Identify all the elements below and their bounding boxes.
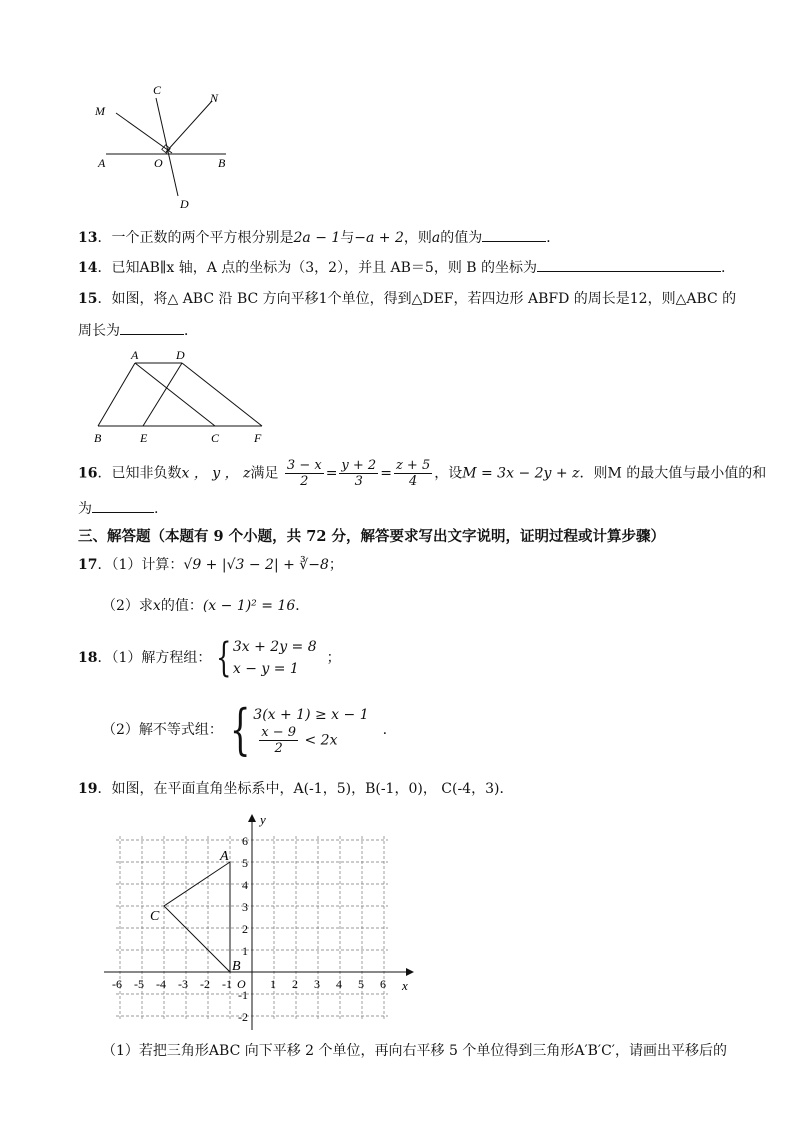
- y-tick-label: 4: [242, 878, 248, 892]
- question-18-part2: [102, 700, 387, 760]
- q15-line1: ．如图，将△ ABC 沿 BC 方向平移1个单位，得到△DEF，若四边形 ABFD 的周长是12，则△ABC 的: [97, 291, 737, 307]
- x-tick-label: 5: [358, 977, 364, 991]
- q18-number: 18: [78, 650, 98, 666]
- q14-number: 14: [78, 260, 98, 276]
- x-tick-label: 4: [336, 977, 342, 991]
- q18-brace-2: {: [229, 698, 251, 761]
- q18-ineq-system: 3(x + 1) ≥ x − 1 $\frac{x - 9}{2}$ < 2x: [253, 706, 369, 756]
- x-tick-label: 6: [380, 977, 386, 991]
- q17-p1-end: ；: [328, 557, 343, 573]
- y-tick-label: -1: [238, 988, 248, 1002]
- q16-set: ，设: [434, 465, 463, 482]
- q18-system: 3x + 2y = 8 x − y = 1: [232, 639, 317, 677]
- q17-p2-label: （2）求: [102, 598, 153, 614]
- label-D: D: [180, 197, 189, 211]
- y-axis-label: y: [260, 812, 266, 827]
- angle-figure: [92, 84, 242, 214]
- q13-after: ，则: [403, 230, 432, 246]
- q16-number: 16: [78, 465, 98, 482]
- label-C2: C: [211, 431, 220, 445]
- point-C-label: C: [150, 909, 160, 924]
- y-tick-label: 5: [242, 856, 248, 870]
- y-tick-label: 2: [242, 922, 248, 936]
- q17-number: 17: [78, 557, 98, 573]
- q14-tail: .: [721, 260, 726, 276]
- q13-expr2: −a + 2: [354, 230, 404, 246]
- question-18-part1: [78, 636, 341, 680]
- x-tick-label: -6: [112, 977, 122, 991]
- question-15-line2: [78, 320, 198, 341]
- x-tick-label: -1: [222, 977, 232, 991]
- x-tick-label: -4: [156, 977, 166, 991]
- q16-fraction-1: $\frac{3 - x}{2}$: [286, 458, 322, 489]
- q16-line2: 为: [78, 501, 92, 517]
- question-15: [78, 289, 736, 309]
- q19-text: ．如图，在平面直角坐标系中，A(-1，5)，B(-1，0)， C(-4，3)．: [97, 781, 514, 797]
- translation-figure: [90, 346, 270, 446]
- x-tick-label: 3: [314, 977, 320, 991]
- q18-p1-label: ．（1）解方程组：: [97, 650, 212, 666]
- label-C: C: [153, 84, 162, 97]
- q13-answer-blank[interactable]: [482, 227, 546, 242]
- q17-p1-expr: √9 + |√3 − 2| + ∛−8: [183, 557, 329, 573]
- point-A-label: A: [220, 849, 229, 864]
- label-N: N: [210, 91, 219, 105]
- coordinate-grid: [100, 812, 420, 1034]
- q19-p1-text: （1）若把三角形ABC 向下平移 2 个单位，再向右平移 5 个单位得到三角形A′B′C′，请画出平移后的: [102, 1043, 727, 1059]
- question-17-part1: [78, 555, 343, 575]
- q13-mid: 与: [340, 230, 355, 246]
- q13-number: 13: [78, 230, 98, 246]
- label-B2: B: [94, 431, 102, 445]
- point-B-label: B: [232, 959, 241, 974]
- label-F2: F: [254, 431, 262, 445]
- q17-p2-expr: (x − 1)² = 16: [202, 598, 296, 614]
- q15-answer-blank[interactable]: [120, 320, 184, 335]
- q18-p1-end: ；: [326, 650, 341, 666]
- q16-answer-blank[interactable]: [92, 498, 154, 513]
- x-tick-label: -2: [200, 977, 210, 991]
- q13-text: ．一个正数的两个平方根分别是: [97, 230, 294, 246]
- q16-end: ．则M 的最大值与最小值的和: [579, 465, 767, 482]
- label-A: A: [98, 156, 106, 170]
- q14-text: ．已知AB∥x 轴，A 点的坐标为（3，2），并且 AB＝5，则 B 的坐标为: [97, 260, 538, 276]
- q15-tail: ．: [184, 323, 198, 339]
- q17-p2-mid: 的值：: [160, 598, 203, 614]
- q16-fraction-2: $\frac{y + 2}{3}$: [341, 458, 377, 489]
- triangle-abc: [164, 862, 230, 972]
- q15-line2: 周长为: [78, 323, 120, 339]
- q16-vars: x ， y ， z: [181, 465, 251, 482]
- x-tick-label: -3: [178, 977, 188, 991]
- label-M: M: [95, 104, 105, 118]
- y-tick-label: 3: [242, 900, 248, 914]
- q15-number: 15: [78, 291, 98, 307]
- q16-fraction-3: $\frac{z + 5}{4}$: [395, 458, 431, 489]
- q16-pre: ．已知非负数: [97, 465, 182, 482]
- section-3-title: 三、解答题（本题有 9 个小题，共 72 分，解答要求写出文字说明，证明过程或计算步骤）: [78, 528, 665, 545]
- label-O: O: [154, 156, 163, 170]
- q13-tail: ．: [546, 230, 561, 246]
- q13-var: a: [431, 230, 441, 246]
- q18-p2-end: .: [382, 722, 388, 738]
- x-tick-label: -5: [134, 977, 144, 991]
- label-B: B: [218, 156, 226, 170]
- question-13: [78, 227, 560, 248]
- question-16: 16．已知非负数x ， y ， z满足 $\frac{3 - x}{2}$ = $\frac{y + 2}{3}$ = $\frac{z + 5}{4}$ ，设M = 3x − 2y + z．则M 的最大值与最小值的和: [78, 458, 767, 489]
- q17-p1-label: ．（1）计算：: [97, 557, 184, 573]
- y-tick-label: -2: [238, 1010, 248, 1024]
- q16-cond: 满足: [250, 465, 279, 482]
- question-16-line2: [78, 498, 158, 519]
- question-17-part2: [102, 596, 309, 616]
- x-axis-label: x: [402, 978, 408, 993]
- q16-tail: .: [154, 501, 159, 517]
- q16-mexpr: M = 3x − 2y + z: [462, 465, 580, 482]
- label-E2: E: [140, 431, 148, 445]
- question-19-part1: [102, 1041, 727, 1061]
- label-A2: A: [131, 348, 139, 362]
- question-19: [78, 779, 513, 799]
- q13-end: 的值为: [440, 230, 483, 246]
- question-14: [78, 257, 725, 278]
- q14-answer-blank[interactable]: [537, 257, 721, 272]
- label-D2: D: [176, 348, 185, 362]
- q17-p2-var: x: [152, 598, 161, 614]
- y-tick-label: 6: [242, 834, 248, 848]
- q18-p2-label: （2）解不等式组：: [102, 722, 223, 738]
- q17-p2-end: ．: [295, 598, 310, 614]
- q18-brace-1: {: [216, 635, 232, 681]
- origin-label: O: [237, 977, 246, 991]
- y-tick-label: 1: [242, 944, 248, 958]
- q13-expr1: 2a − 1: [293, 230, 341, 246]
- x-tick-label: 1: [270, 977, 276, 991]
- q19-number: 19: [78, 781, 98, 797]
- x-tick-label: 2: [292, 977, 298, 991]
